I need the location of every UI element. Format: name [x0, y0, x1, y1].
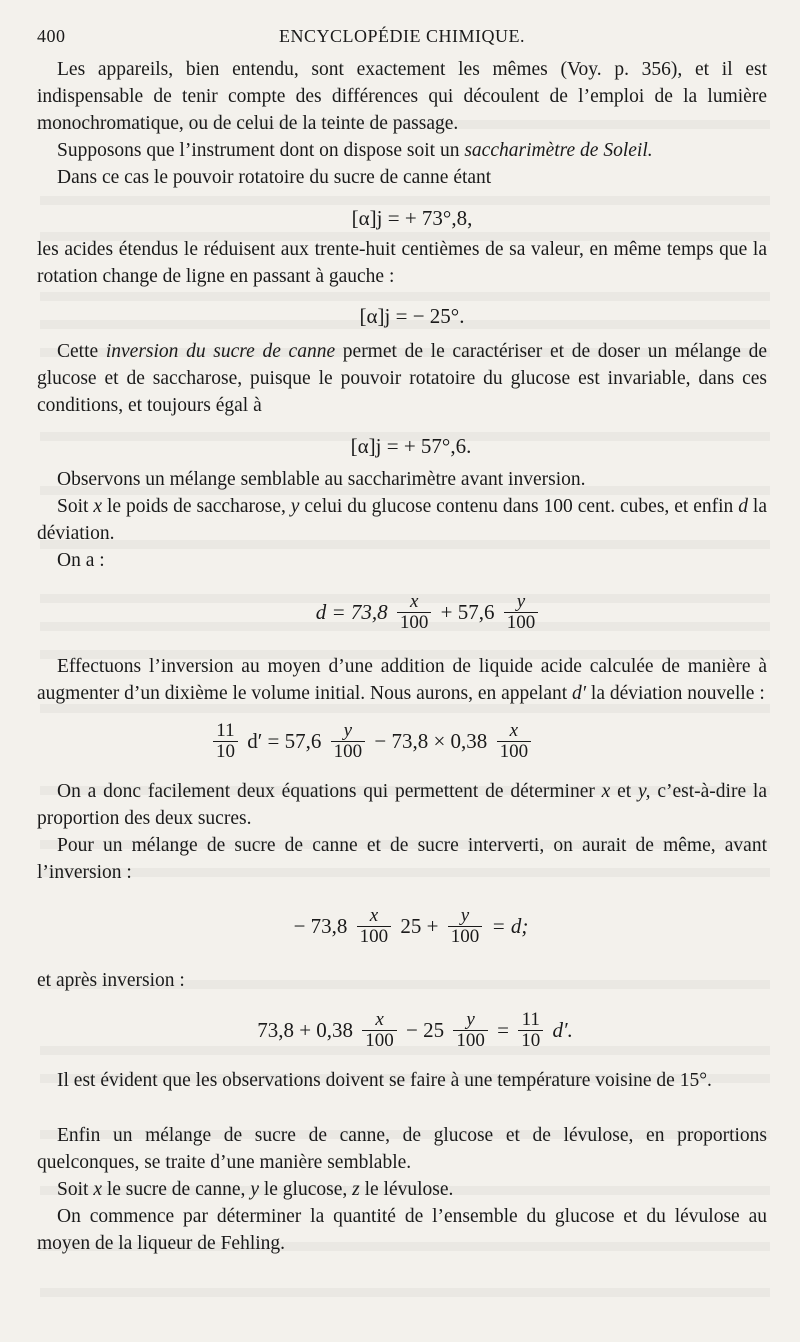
running-title: ENCYCLOPÉDIE CHIMIQUE.	[279, 26, 525, 46]
book-page	[37, 26, 767, 1257]
saccharimeter-name: saccharimètre de Soleil.	[464, 140, 653, 161]
paragraph-7	[37, 493, 767, 547]
fraction-denominator: 100	[362, 1030, 397, 1051]
eq6-lhs: − 73,8	[293, 914, 348, 938]
paragraph-5	[37, 338, 767, 419]
fraction-x-100	[357, 906, 392, 947]
fraction-11-10	[518, 1010, 543, 1051]
fraction-y-100	[448, 906, 483, 947]
var-y: y	[290, 496, 300, 517]
eq5-mid: d′ = 57,6	[247, 729, 322, 753]
paragraph-spacer	[37, 1094, 767, 1122]
paragraph-16: On commence par déterminer la quantité de l’ensemble du glucose et du lévulose au moyen de la liqueur de Fehling.	[37, 1206, 767, 1254]
var-x: x	[93, 496, 103, 517]
paragraph-5-start: Cette	[57, 341, 106, 362]
fraction-numerator: 11	[521, 1009, 540, 1030]
fraction-denominator: 100	[453, 1030, 488, 1051]
fraction-denominator: 10	[518, 1030, 543, 1051]
fraction-x-100	[397, 592, 432, 633]
eq7-rhs: d′.	[552, 1018, 573, 1042]
paragraph-1: Les appareils, bien entendu, sont exactement les mêmes (Voy. p. 356), et il est indispensable de tenir compte des différences qui découlent de l’emploi de la lumière monochromatique, ou de celui de la teinte de passage.	[37, 59, 767, 134]
fraction-numerator: x	[409, 591, 419, 612]
page-number: 400	[37, 26, 66, 46]
fraction-denominator: 100	[497, 741, 532, 762]
eq6-rhs: = d;	[491, 914, 529, 938]
equation-deviation	[37, 592, 767, 633]
p15-c: le glucose,	[258, 1179, 353, 1200]
p15-d: le lévulose.	[359, 1179, 454, 1200]
p7-b: le poids de saccharose,	[102, 496, 291, 517]
eq7-equals: =	[497, 1018, 509, 1042]
equation-before-inversion	[37, 906, 767, 947]
var-d: d	[738, 496, 748, 517]
var-x: x	[93, 1179, 102, 1200]
fraction-numerator: x	[369, 905, 379, 926]
eq6-mid: 25 +	[400, 914, 439, 938]
paragraph-10	[37, 778, 767, 832]
fraction-numerator: 11	[216, 720, 235, 741]
p15-a: Soit	[57, 1179, 94, 1200]
fraction-numerator: y	[466, 1009, 475, 1030]
fraction-denominator: 100	[397, 612, 432, 633]
fraction-y-100	[331, 721, 366, 762]
equation-after-inversion	[37, 1010, 767, 1051]
paragraph-4: les acides étendus le réduisent aux trente-huit centièmes de sa valeur, en même temps que la rotation change de ligne en passant à gauche :	[37, 239, 767, 287]
var-y: y	[250, 1179, 259, 1200]
paragraph-2	[37, 137, 767, 164]
p7-c: celui du glucose contenu dans 100 cent. cubes, et enfin	[299, 496, 739, 517]
fraction-denominator: 100	[504, 612, 539, 633]
paragraph-2-text: Supposons que l’instrument dont on dispose soit un	[57, 140, 465, 161]
paragraph-8: On a :	[57, 550, 105, 571]
p10-a: On a donc facilement deux équations qui permettent de déterminer	[57, 781, 602, 802]
equation-rotatory-power-inverted: [α]j = − 25°.	[359, 304, 465, 328]
eq7-lhs: 73,8 + 0,38	[257, 1018, 354, 1042]
fraction-numerator: y	[343, 720, 353, 741]
paragraph-3: Dans ce cas le pouvoir rotatoire du sucre de canne étant	[57, 167, 492, 188]
fraction-numerator: x	[509, 720, 519, 741]
fraction-denominator: 100	[331, 741, 366, 762]
var-x: x	[601, 781, 611, 802]
fraction-denominator: 100	[357, 926, 392, 947]
page-header	[37, 26, 767, 56]
paragraph-15	[37, 1176, 767, 1203]
eq4-lhs: d = 73,8	[315, 600, 388, 624]
fraction-denominator: 10	[213, 741, 238, 762]
fraction-numerator: y	[516, 591, 526, 612]
inversion-term: inversion du sucre de canne	[105, 341, 336, 362]
p15-b: le sucre de canne,	[101, 1179, 251, 1200]
p7-a: Soit	[57, 496, 94, 517]
var-z: z	[352, 1179, 360, 1200]
fraction-11-10	[213, 721, 238, 762]
fraction-numerator: y	[460, 905, 470, 926]
fraction-y-100	[504, 592, 539, 633]
equation-rotatory-power-cane-sugar: [α]j = + 73°,8,	[351, 206, 473, 230]
eq7-mid: − 25	[406, 1018, 445, 1042]
equation-new-deviation	[37, 721, 767, 762]
p7-e: la déviation.	[37, 496, 767, 544]
var-y: y,	[638, 781, 651, 802]
paragraph-5-end: permet de le caractériser et de doser un mélange de glucose et de saccharose, puisque le pouvoir rotatoire du glucose est invariable, dans ces conditions, et toujours égal à	[37, 341, 768, 416]
equation-rotatory-power-glucose: [α]j = + 57°,6.	[350, 434, 472, 458]
p10-c: c’est-à-dire la proportion des deux sucres.	[37, 781, 767, 829]
paragraph-13: Il est évident que les observations doivent se faire à une température voisine de 15°.	[57, 1070, 712, 1091]
paragraph-11: Pour un mélange de sucre de canne et de sucre interverti, on aurait de même, avant l’inversion :	[37, 835, 767, 883]
fraction-y-100	[453, 1010, 488, 1051]
eq5-minus-term: − 73,8 × 0,38	[374, 729, 488, 753]
fraction-x-100	[362, 1010, 397, 1051]
paragraph-9	[37, 653, 767, 707]
var-d-prime: d′	[572, 683, 587, 704]
p9-start: Effectuons l’inversion au moyen d’une addition de liquide acide calculée de manière à augmenter d’un dixième le volume initial. Nous aurons, en appelant	[37, 656, 767, 704]
eq4-plus-term: + 57,6	[440, 600, 495, 624]
p9-end: la déviation nouvelle :	[586, 683, 765, 704]
paragraph-12: et après inversion :	[37, 970, 185, 991]
p10-b: et	[610, 781, 639, 802]
paragraph-6: Observons un mélange semblable au saccharimètre avant inversion.	[57, 469, 586, 490]
fraction-denominator: 100	[448, 926, 483, 947]
paragraph-14: Enfin un mélange de sucre de canne, de glucose et de lévulose, en proportions quelconques, se traite d’une manière semblable.	[37, 1125, 767, 1173]
fraction-numerator: x	[375, 1009, 384, 1030]
fraction-x-100	[497, 721, 532, 762]
